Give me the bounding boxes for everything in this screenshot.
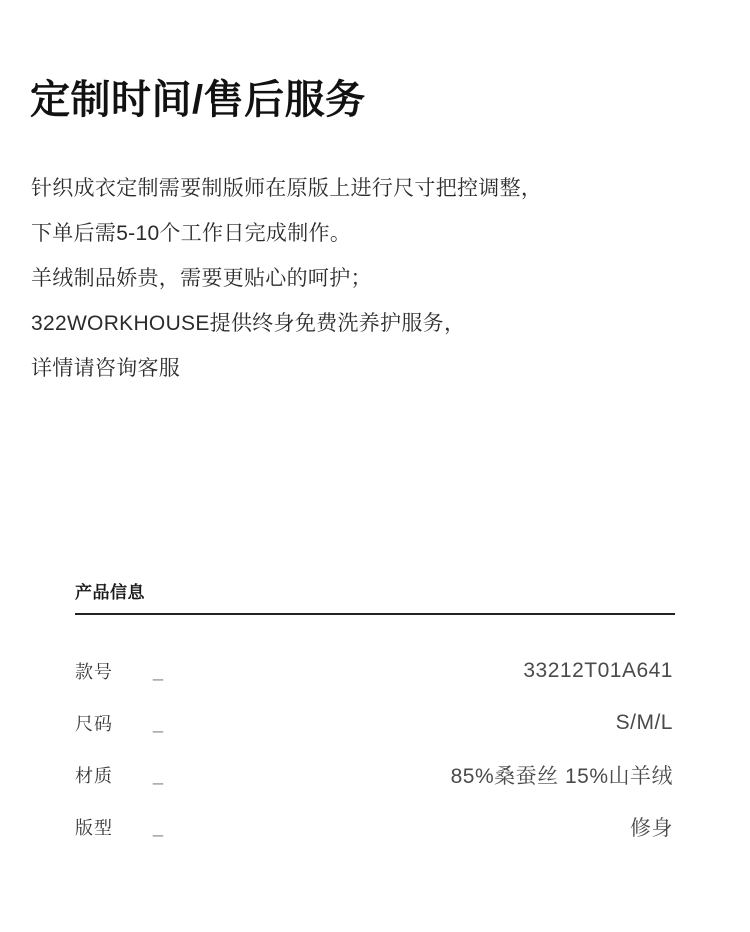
description-line: 详情请咨询客服 xyxy=(31,357,181,380)
divider xyxy=(75,613,675,615)
row-label: 版型 xyxy=(75,818,113,838)
service-description xyxy=(31,166,721,391)
row-label: 材质 xyxy=(75,766,113,786)
table-row xyxy=(75,645,675,697)
row-value: S/M/L xyxy=(615,711,673,734)
row-label: 尺码 xyxy=(75,714,113,734)
product-info-table xyxy=(75,645,675,853)
row-value: 修身 xyxy=(630,817,673,840)
row-label: 款号 xyxy=(75,662,113,682)
description-line: 羊绒制品娇贵，需要更贴心的呵护； xyxy=(31,267,372,290)
row-value: 85%桑蚕丝 15%山羊绒 xyxy=(450,765,673,788)
page-title: 定制时间/售后服务 xyxy=(30,78,366,122)
table-row xyxy=(75,749,675,801)
product-info-block xyxy=(75,578,675,853)
table-row xyxy=(75,801,675,853)
description-line: 下单后需5-10个工作日完成制作。 xyxy=(31,222,352,245)
row-separator: _ xyxy=(153,660,164,681)
description-line: 322WORKHOUSE提供终身免费洗养护服务， xyxy=(31,312,466,335)
table-row xyxy=(75,697,675,749)
row-separator: _ xyxy=(153,816,164,837)
row-value: 33212T01A641 xyxy=(523,659,673,682)
row-separator: _ xyxy=(153,764,164,785)
row-separator: _ xyxy=(153,712,164,733)
description-line: 针织成衣定制需要制版师在原版上进行尺寸把控调整， xyxy=(31,177,543,200)
product-info-heading: 产品信息 xyxy=(75,583,145,602)
